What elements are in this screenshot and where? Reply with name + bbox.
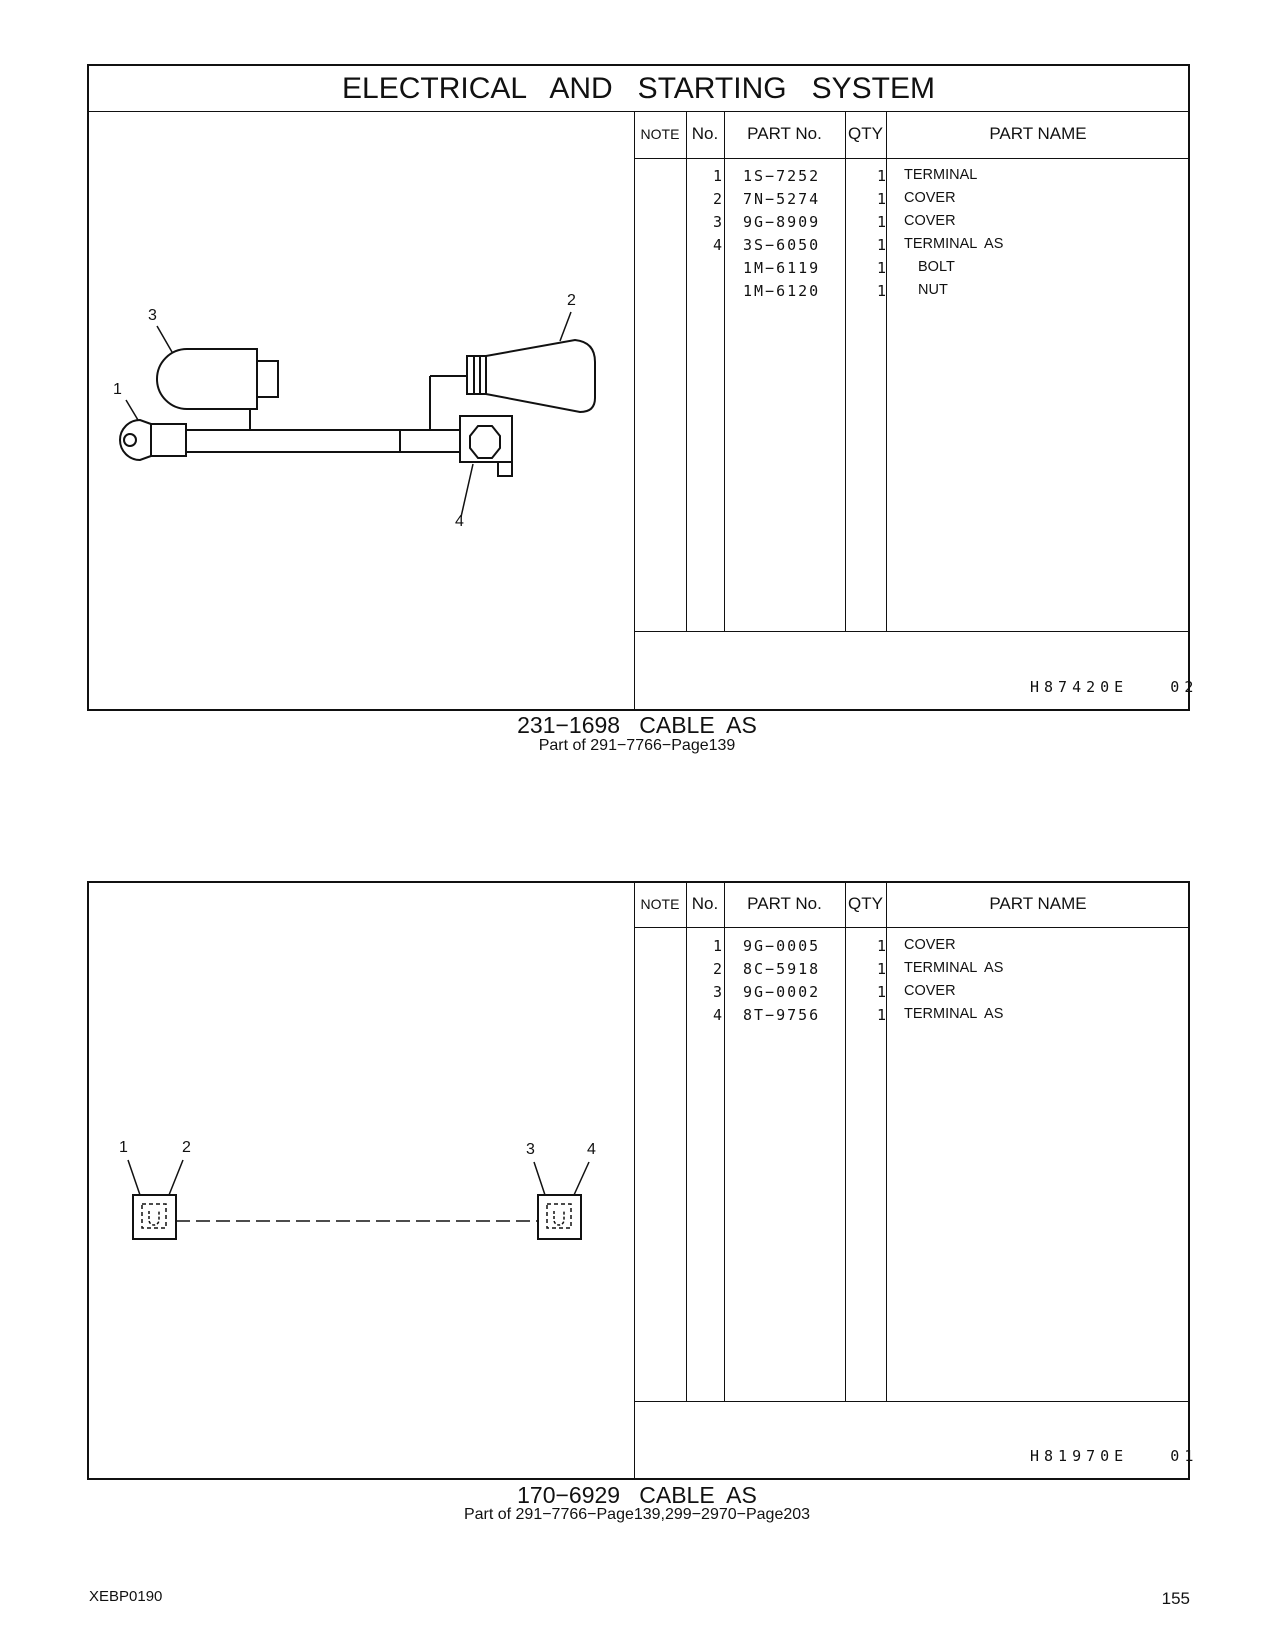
connector-left-icon: [133, 1195, 176, 1239]
caption-title-1: 231−1698 CABLE AS: [517, 712, 757, 738]
quantity: 1: [876, 213, 886, 231]
page-number: 155: [1161, 1589, 1190, 1608]
part-name: NUT: [918, 282, 948, 298]
part-number: 8C−5918: [743, 960, 821, 978]
part-number: 9G−0005: [743, 937, 821, 955]
callout-3: 3: [526, 1141, 535, 1158]
item-number: 3: [712, 983, 722, 1001]
item-number: 2: [712, 190, 722, 208]
caption-sub-2: Part of 291−7766−Page139,299−2970−Page203: [463, 1506, 811, 1523]
part-number: 1M−6119: [743, 259, 821, 277]
quantity: 1: [876, 236, 886, 254]
callout-2: 2: [182, 1139, 191, 1156]
part-number: 8T−9756: [743, 1006, 821, 1024]
caption-sub-1: Part of 291−7766−Page139: [538, 737, 736, 754]
table2-header-note: NOTE: [640, 896, 680, 912]
part-number: 9G−8909: [743, 213, 821, 231]
table2-header-partname: PART NAME: [989, 894, 1087, 913]
quantity: 1: [876, 259, 886, 277]
quantity: 1: [876, 960, 886, 978]
item-number: 1: [712, 937, 722, 955]
caption-title-2: 170−6929 CABLE AS: [517, 1482, 757, 1508]
item-number: 3: [712, 213, 722, 231]
table1-header-partno: PART No.: [747, 124, 822, 143]
part-number: 9G−0002: [743, 983, 821, 1001]
table1-header-no: No.: [691, 124, 719, 143]
callout-3: 3: [148, 307, 157, 324]
item-number: 4: [712, 1006, 722, 1024]
doc-code-2: H81970E 01: [1030, 1447, 1199, 1465]
part-name: TERMINAL AS: [904, 960, 1004, 976]
page-title: ELECTRICAL AND STARTING SYSTEM: [342, 72, 935, 105]
part-name: COVER: [904, 983, 956, 999]
table2-header-no: No.: [691, 894, 719, 913]
part-name: BOLT: [918, 259, 955, 275]
quantity: 1: [876, 937, 886, 955]
part-name: TERMINAL AS: [904, 236, 1004, 252]
table1-header-note: NOTE: [640, 126, 680, 142]
table2-header-partno: PART No.: [747, 894, 822, 913]
footer-doc-id: XEBP0190: [89, 1588, 163, 1605]
part-name: COVER: [904, 213, 956, 229]
quantity: 1: [876, 190, 886, 208]
quantity: 1: [876, 282, 886, 300]
quantity: 1: [876, 1006, 886, 1024]
part-name: COVER: [904, 937, 956, 953]
connector-right-icon: [538, 1195, 581, 1239]
part-number: 3S−6050: [743, 236, 821, 254]
callout-1: 1: [113, 381, 122, 398]
item-number: 1: [712, 167, 722, 185]
doc-code-1: H87420E 02: [1030, 678, 1199, 696]
part-name: COVER: [904, 190, 956, 206]
table1-header-partname: PART NAME: [989, 124, 1087, 143]
callout-4: 4: [587, 1141, 596, 1158]
callout-4: 4: [455, 513, 464, 530]
part-name: TERMINAL: [904, 167, 978, 183]
part-number: 1S−7252: [743, 167, 821, 185]
quantity: 1: [876, 983, 886, 1001]
part-name: TERMINAL AS: [904, 1006, 1004, 1022]
quantity: 1: [876, 167, 886, 185]
callout-2: 2: [567, 292, 576, 309]
callout-1: 1: [119, 1139, 128, 1156]
item-number: 4: [712, 236, 722, 254]
item-number: 2: [712, 960, 722, 978]
part-number: 1M−6120: [743, 282, 821, 300]
table2-header-qty: QTY: [848, 894, 883, 913]
part-number: 7N−5274: [743, 190, 821, 208]
table1-header-qty: QTY: [848, 124, 883, 143]
